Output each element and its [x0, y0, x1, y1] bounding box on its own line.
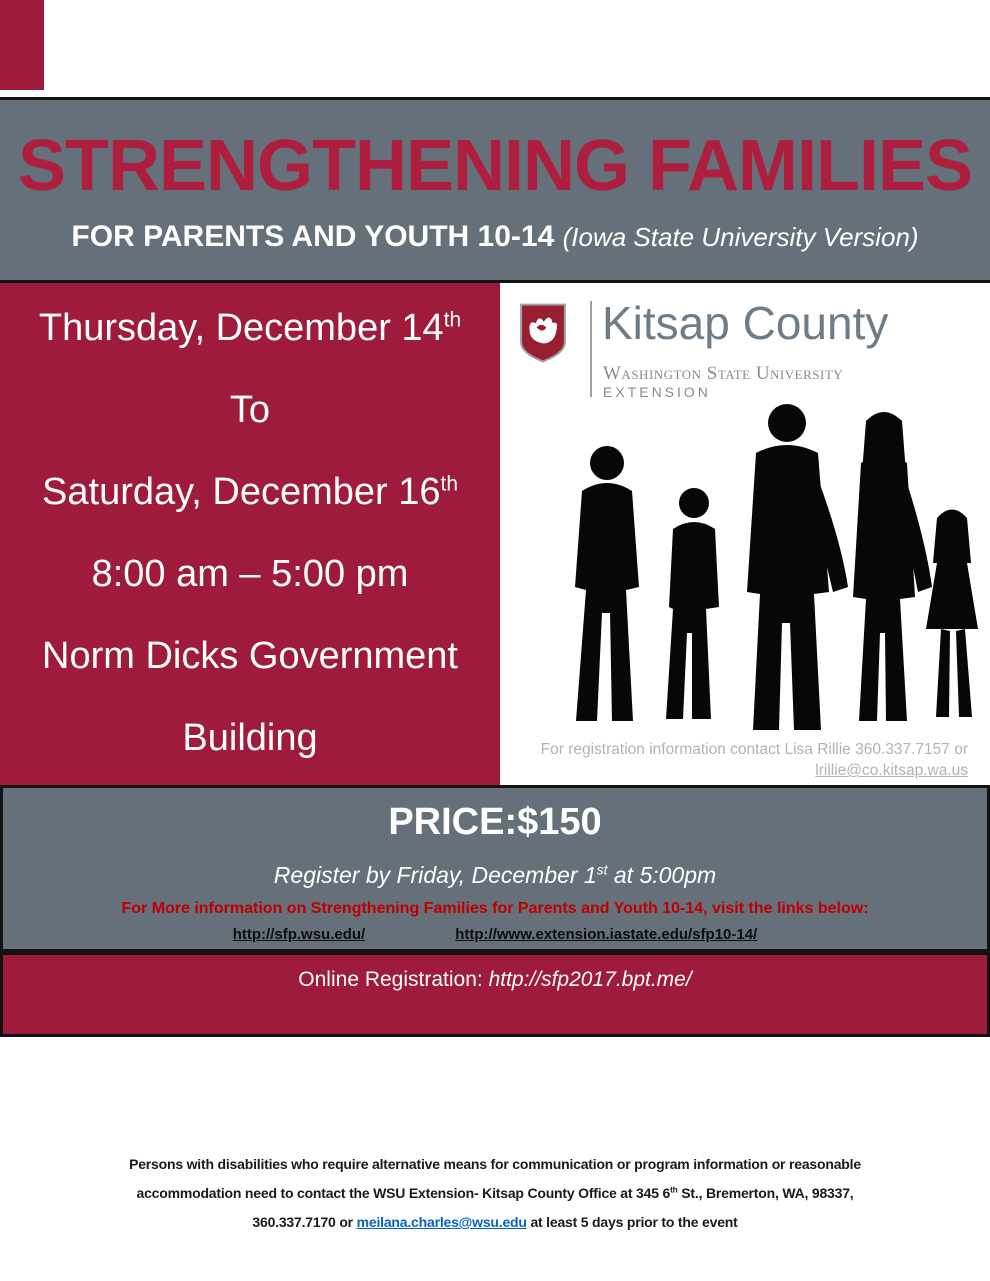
event-time: 8:00 am – 5:00 pm — [91, 553, 409, 595]
registration-contact — [541, 739, 968, 781]
contact-email-link[interactable]: lrillie@co.kitsap.wa.us — [815, 762, 968, 779]
online-registration-band — [0, 952, 990, 1037]
event-start-date: Thursday, December 14th — [38, 307, 462, 349]
online-registration-link[interactable]: http://sfp2017.bpt.me/ — [488, 968, 692, 991]
more-info-text: For More information on Strengthening Families for Parents and Youth 10-14, visit the links below: — [121, 900, 869, 917]
event-location-line2: Building — [182, 717, 318, 759]
sfp-wsu-link[interactable]: http://sfp.wsu.edu/ — [232, 926, 366, 943]
info-links — [3, 923, 987, 947]
wsu-cougar-shield-icon — [517, 303, 569, 363]
corner-accent-square — [0, 0, 44, 90]
accessibility-line2: accommodation need to contact the WSU Extension- Kitsap County Office at 345 6th St., Bremerton, WA, 98337, — [136, 1184, 854, 1201]
page-title: STRENGTHENING FAMILIES — [17, 126, 973, 206]
event-location-line1: Norm Dicks Government — [42, 635, 458, 677]
accessibility-line3: 360.337.7170 or meilana.charles@wsu.edu at least 5 days prior to the event — [252, 1214, 738, 1230]
price-text: PRICE:$150 — [388, 801, 602, 843]
register-deadline: Register by Friday, December 1st at 5:00pm — [273, 862, 717, 888]
main-content — [0, 283, 990, 785]
price-band — [0, 785, 990, 952]
organization-panel — [500, 283, 990, 785]
org-university: Washington State University — [603, 363, 844, 384]
subtitle-version: (Iowa State University Version) — [562, 222, 919, 252]
accommodation-email-link[interactable]: meilana.charles@wsu.edu — [356, 1214, 527, 1230]
org-name: Kitsap County — [602, 297, 889, 349]
logo-divider — [590, 301, 592, 397]
event-date-connector: To — [229, 389, 271, 431]
title-band — [0, 97, 990, 283]
online-registration-line: Online Registration: http://sfp2017.bpt.me/ — [298, 968, 692, 991]
iastate-extension-link[interactable]: http://www.extension.iastate.edu/sfp10-14/ — [455, 926, 758, 943]
org-unit: EXTENSION — [603, 384, 711, 400]
accessibility-line1: Persons with disabilities who require alternative means for communication or program information or reasonable — [129, 1156, 861, 1172]
accessibility-notice — [115, 1150, 875, 1237]
contact-line: For registration information contact Lisa Rillie 360.337.7157 or — [540, 741, 968, 758]
event-schedule-panel — [0, 283, 500, 785]
page-subtitle — [0, 220, 990, 254]
event-end-date: Saturday, December 16th — [42, 471, 458, 513]
subtitle-main: FOR PARENTS AND YOUTH 10-14 — [71, 220, 563, 253]
family-silhouette-image — [552, 391, 990, 735]
